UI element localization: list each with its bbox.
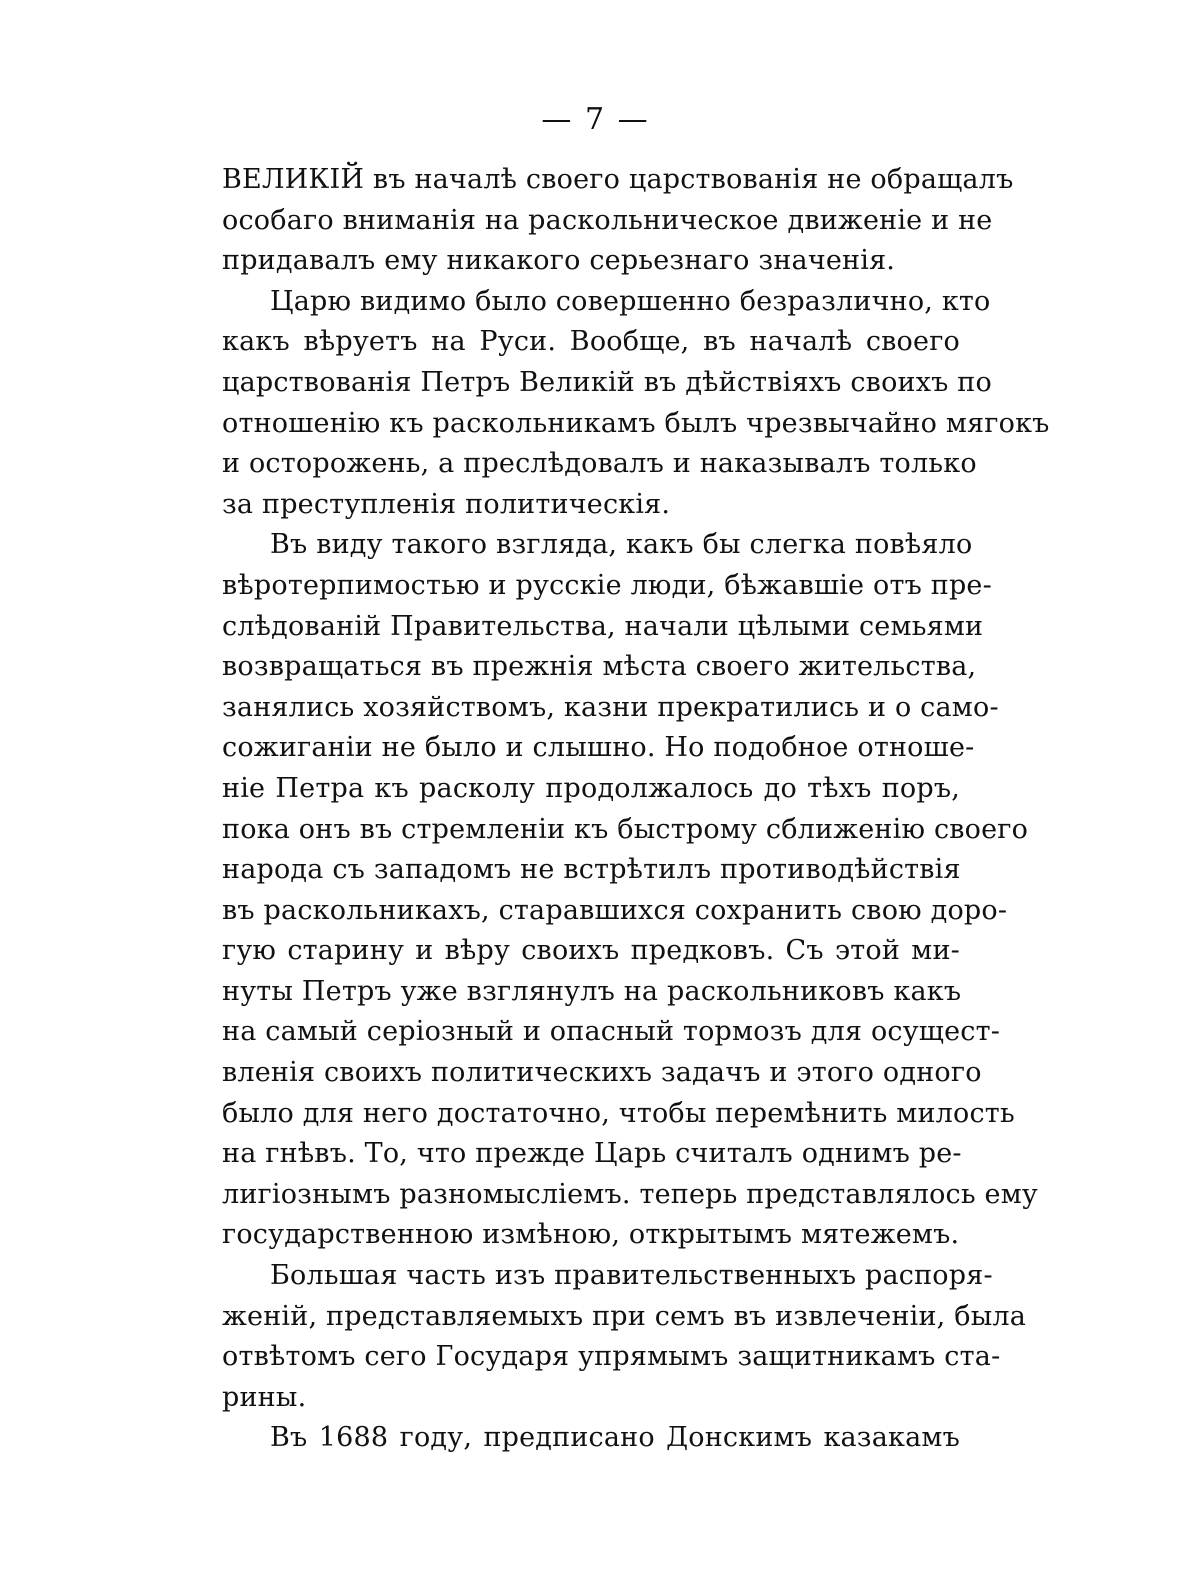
text-line: ВЕЛИКІЙ въ началѣ своего царствованія не обращалъ [222, 164, 1014, 195]
text-line: народа съ западомъ не встрѣтилъ противодѣйствія [222, 854, 961, 886]
text-line: лигіознымъ разномысліемъ. теперь представлялось ему [222, 1178, 1038, 1210]
text-line: отношенію къ раскольникамъ былъ чрезвычайно мягокъ [222, 407, 1050, 439]
text-line: рины. [222, 1381, 307, 1413]
text-line: государственною измѣною, открытымъ мятежемъ. [222, 1219, 960, 1251]
text-line: вѣротерпимостью и русскіе люди, бѣжавшіе отъ пре- [222, 569, 992, 601]
text-line: царствованія Петръ Великій въ дѣйствіяхъ своихъ по [222, 366, 992, 398]
text-line: особаго вниманія на раскольническое движеніе и не [222, 204, 993, 236]
text-line: нуты Петръ уже взглянулъ на раскольниковъ какъ [222, 975, 962, 1007]
text-line: и осторожень, а преслѣдовалъ и наказывалъ только [222, 448, 977, 480]
text-line: въ раскольникахъ, старавшихся сохранить свою доро- [222, 894, 1008, 926]
text-line: пока онъ въ стремленіи къ быстрому сближенію своего [222, 813, 1029, 845]
text-line: на гнѣвъ. То, что прежде Царь считалъ однимъ ре- [222, 1138, 962, 1170]
text-line: за преступленія политическія. [222, 488, 671, 520]
text-line: сожиганіи не было и слышно. Но подобное отноше- [222, 732, 975, 764]
body-text [222, 160, 1050, 1459]
page-number: — 7 — [541, 102, 650, 137]
text-line: Большая часть изъ правительственныхъ распоря- [270, 1260, 993, 1292]
text-line: было для него достаточно, чтобы перемѣнить милость [222, 1097, 1015, 1129]
text-line: занялись хозяйствомъ, казни прекратились и о само- [222, 691, 999, 723]
text-line: гую старину и вѣру своихъ предковъ. Съ этой ми- [222, 935, 960, 967]
text-line: женій, представляемыхъ при семъ въ извлеченіи, была [222, 1300, 1027, 1332]
text-line: какъ вѣруетъ на Руси. Вообще, въ началѣ своего [222, 326, 960, 358]
text-line: отвѣтомъ сего Государя упрямымъ защитникамъ ста- [222, 1341, 1001, 1373]
text-line: возвращаться въ прежнія мѣста своего жительства, [222, 651, 977, 683]
text-line: Царю видимо было совершенно безразлично, кто [270, 285, 991, 317]
text-line: на самый серіозный и опасный тормозъ для осущест- [222, 1016, 1001, 1048]
text-line: Въ виду такого взгляда, какъ бы слегка повѣяло [270, 529, 973, 561]
text-line: ніе Петра къ расколу продолжалось до тѣхъ поръ, [222, 772, 960, 804]
text-line: придавалъ ему никакого серьезнаго значенія. [222, 245, 896, 277]
text-line: вленія своихъ политическихъ задачъ и этого одного [222, 1057, 982, 1089]
text-line: слѣдованій Правительства, начали цѣлыми семьями [222, 610, 984, 642]
text-line: Въ 1688 году, предписано Донскимъ казакамъ [270, 1422, 960, 1454]
